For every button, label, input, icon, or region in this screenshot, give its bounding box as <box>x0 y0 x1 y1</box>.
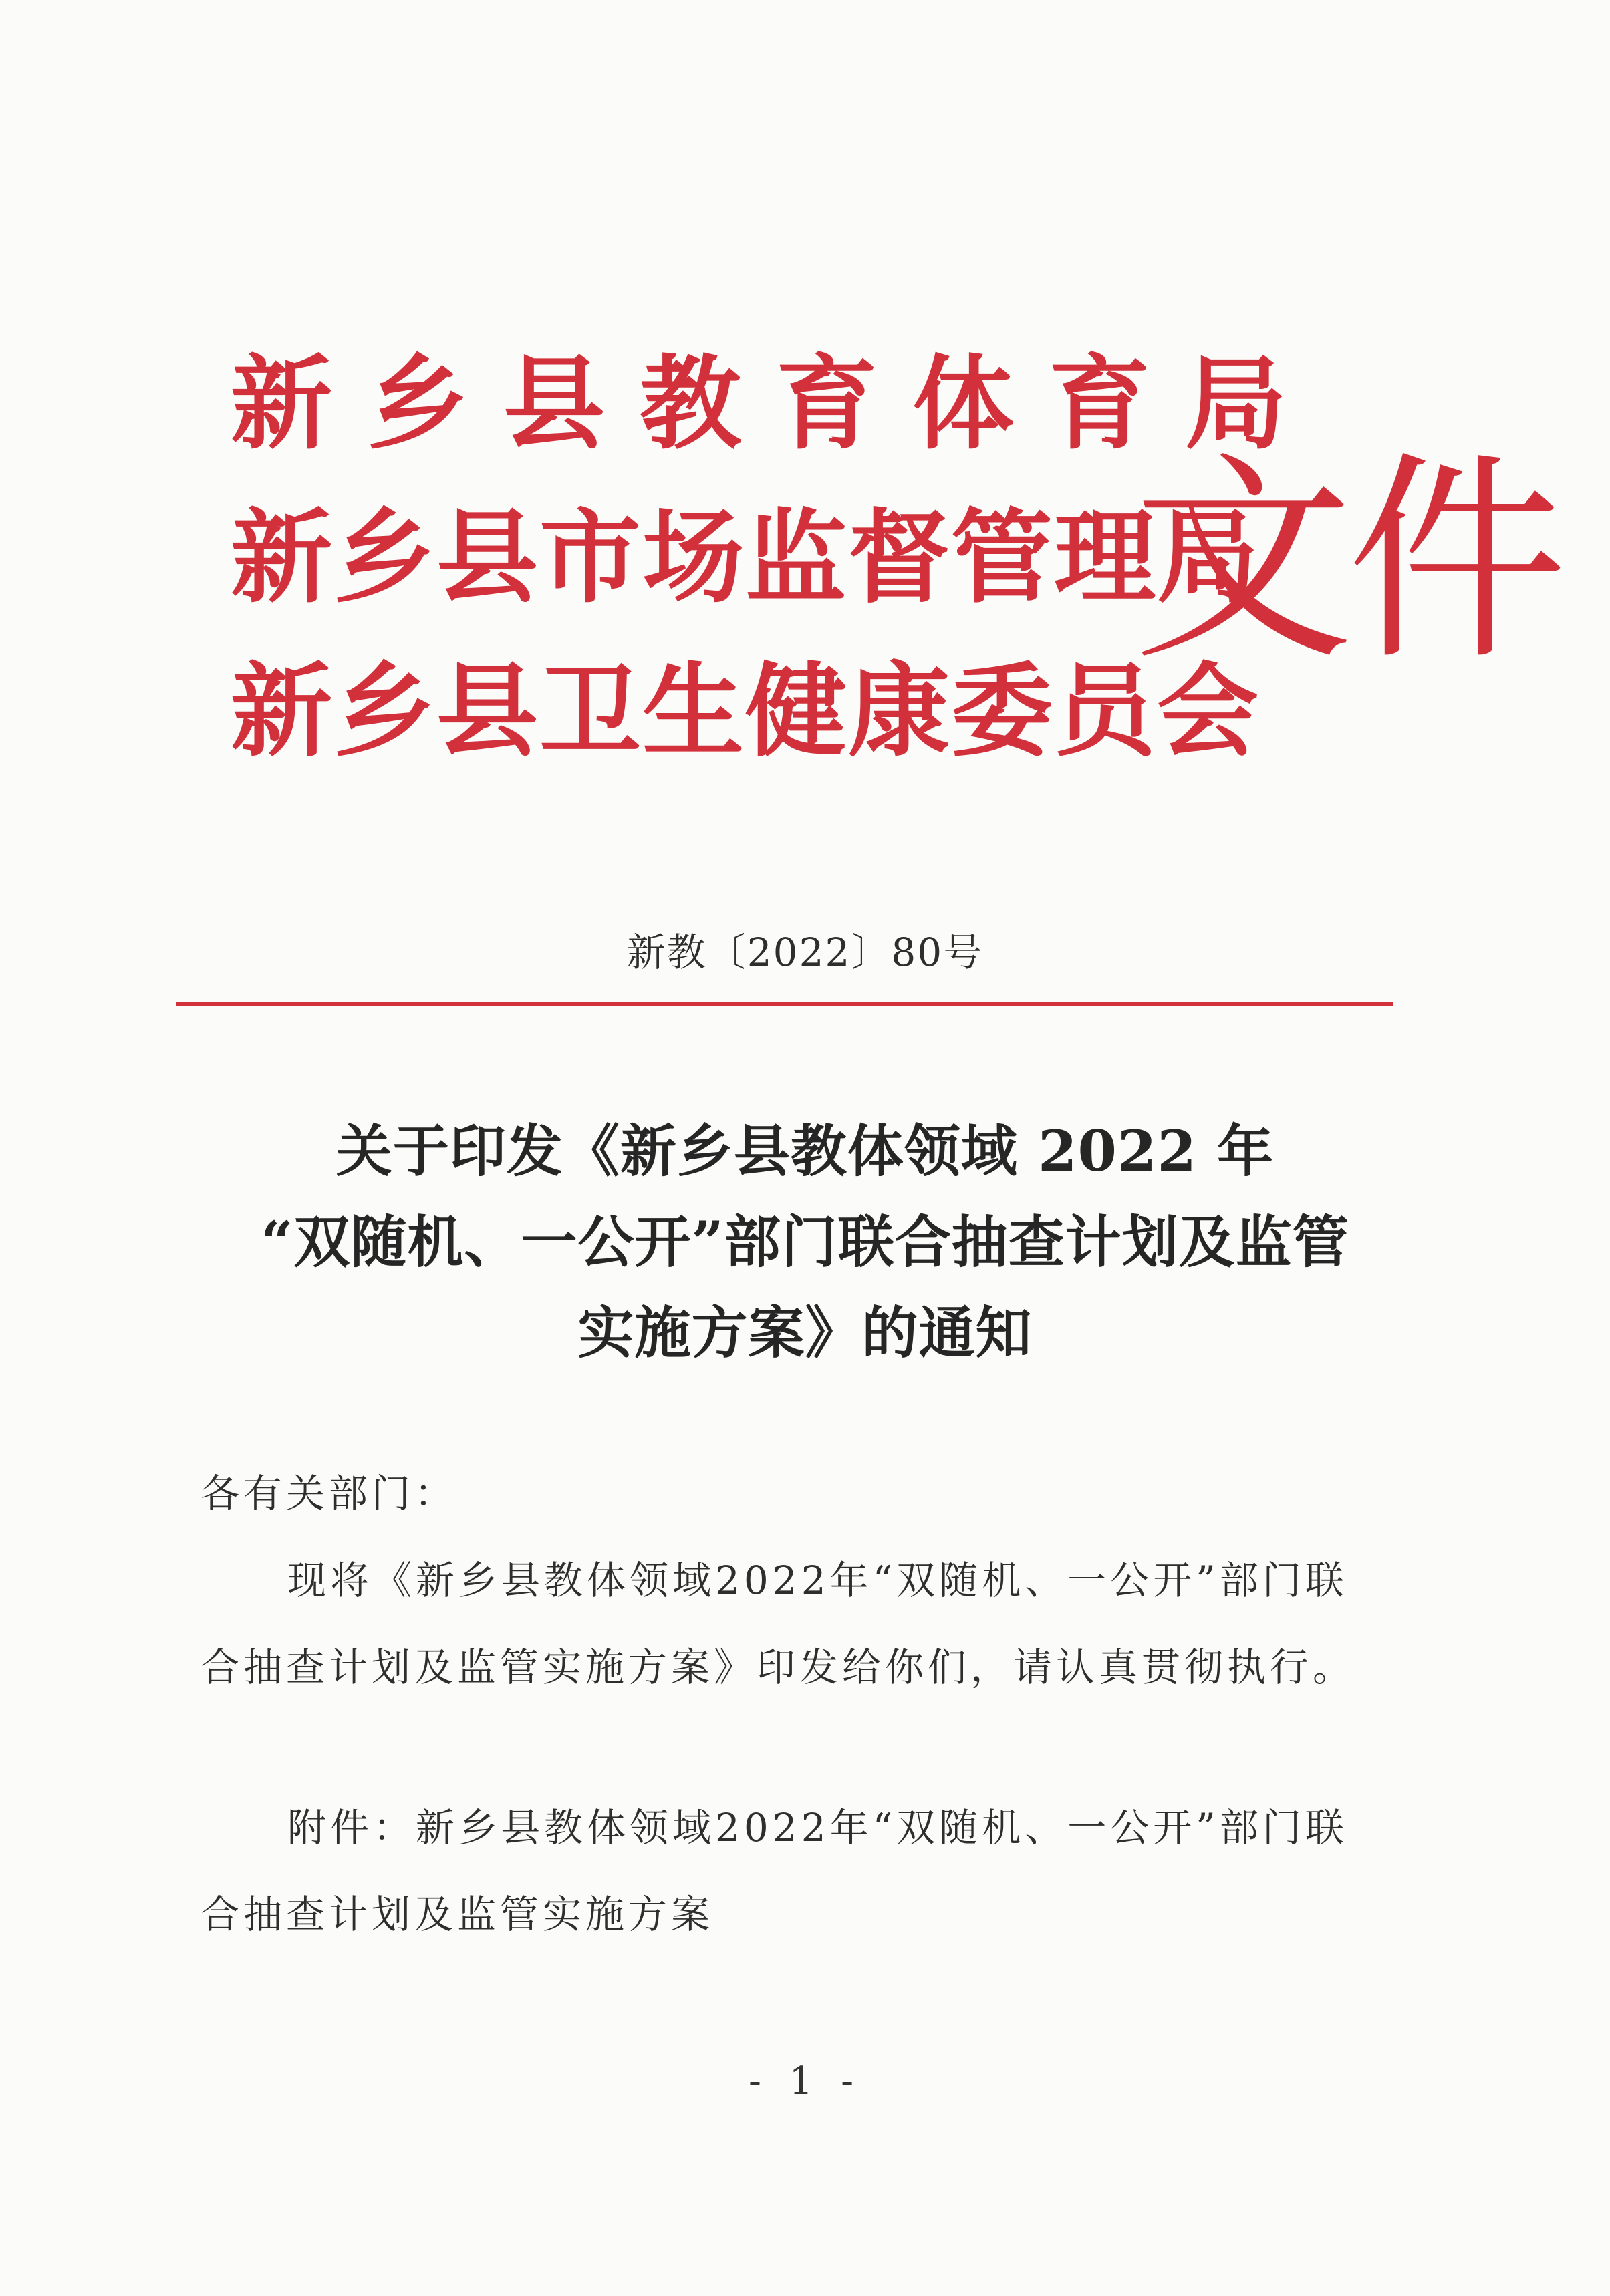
red-divider <box>176 1002 1393 1006</box>
issuing-org-1: 新乡县教育体育局 <box>231 345 1321 463</box>
document-suffix: 文件 <box>1133 433 1561 690</box>
document-number: 新教〔2022〕80号 <box>626 929 984 975</box>
page-number: - 1 - <box>748 2059 862 2103</box>
body-paragraph-line-1: 现将《新乡县教体领域2022年“双随机、一公开”部门联 <box>287 1558 1348 1603</box>
attachment-line-1: 附件：新乡县教体领域2022年“双随机、一公开”部门联 <box>287 1805 1348 1850</box>
document-title <box>0 1106 1610 1379</box>
issuing-org-3: 新乡县卫生健康委员会 <box>231 652 1260 770</box>
body-paragraph-line-2: 合抽查计划及监管实施方案》印发给你们，请认真贯彻执行。 <box>200 1644 1356 1690</box>
title-line-2: “双随机、一公开”部门联合抽查计划及监管 <box>261 1209 1349 1275</box>
salutation: 各有关部门： <box>200 1471 458 1516</box>
attachment-line-2: 合抽查计划及监管实施方案 <box>200 1892 714 1937</box>
red-letterhead <box>231 334 1561 802</box>
title-line-3: 实施方案》的通知 <box>577 1300 1033 1366</box>
title-line-1: 关于印发《新乡县教体领域 2022 年 <box>336 1118 1274 1184</box>
issuing-org-2: 新乡县市场监督管理局 <box>231 498 1260 617</box>
